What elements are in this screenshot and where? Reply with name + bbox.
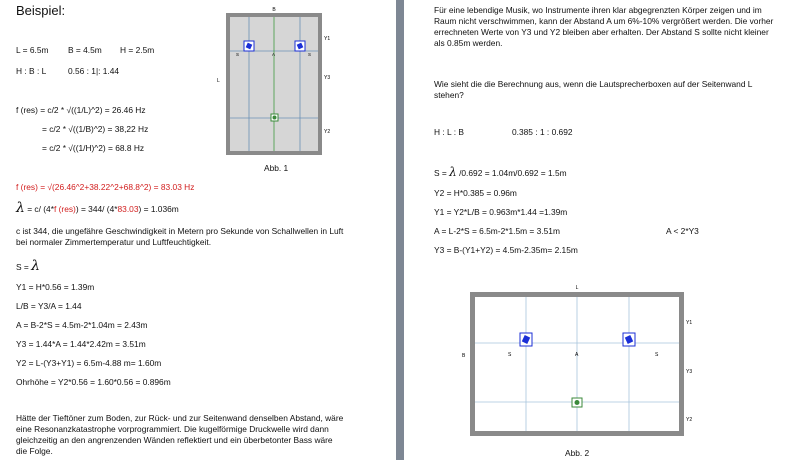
- label-b: B: [272, 7, 276, 13]
- c-note: c ist 344, die ungefähre Geschwindigkeit in Metern pro Sekunde von Schallwellen in Luft bei normaler Zimmertemperatur und Luftfeuchtigkeit.: [16, 226, 344, 247]
- calc-line: Y2 = L-(Y3+Y1) = 6.5m-4.88 m= 1.60m: [16, 358, 162, 368]
- s-lambda-symbol: λ: [449, 165, 457, 179]
- question-paragraph: Wie sieht die die Berechnung aus, wenn die Lautsprecherboxen auf der Seitenwand L stehen?: [434, 79, 753, 100]
- calc-line: Y2 = H*0.385 = 0.96m: [434, 188, 517, 198]
- label-b: B: [462, 353, 466, 359]
- label-l: L: [575, 285, 579, 291]
- lambda-part-b: f (res): [53, 204, 76, 214]
- s-equation-text: S =: [16, 262, 32, 272]
- label-y1: Y1: [686, 320, 693, 326]
- dim-l: L = 6.5m: [16, 45, 49, 55]
- room-diagram-2: [456, 282, 704, 442]
- label-y2: Y2: [324, 129, 331, 135]
- label-s-right: S: [655, 352, 659, 358]
- label-s-right: S: [308, 52, 312, 57]
- subwoofer-cone: [273, 116, 277, 120]
- fres-total: f (res) = √(26.46^2+38.22^2+68.8^2) = 83.03 Hz: [16, 182, 195, 192]
- lambda-part-d: 83.03: [117, 204, 139, 214]
- fres-line-2: = c/2 * √((1/B)^2) = 38,22 Hz: [42, 124, 149, 134]
- bottom-note: Hätte der Tieftöner zum Boden, zur Rück- und zur Seitenwand denselben Abstand, wäre eine Resonanzkatastrophe vorprogrammiert. Die kugelförmige Druckwelle wird dann gleichzeitig an den angrenzenden Wänden reflektiert und ein überbetonter Bass wäre die Folge.: [16, 413, 344, 456]
- ratio-value: 0.56 : 1|: 1.44: [68, 66, 120, 76]
- label-a: A: [575, 352, 579, 358]
- calc-line: L/B = Y3/A = 1.44: [16, 301, 82, 311]
- dim-b: B = 4.5m: [68, 45, 102, 55]
- s-equation-b: /0.692 = 1.04m/0.692 = 1.5m: [456, 168, 567, 178]
- calc-line: A = L-2*S = 6.5m-2*1.5m = 3.51m: [434, 226, 560, 236]
- label-s-left: S: [508, 352, 512, 358]
- lambda-symbol: λ: [16, 200, 25, 216]
- condition-note: A < 2*Y3: [666, 226, 699, 236]
- label-l: L: [217, 78, 220, 84]
- calc-line: Y1 = H*0.56 = 1.39m: [16, 282, 95, 292]
- document-page-left: [0, 0, 396, 460]
- lambda-part-c: ) = 344/ (4*: [75, 204, 118, 214]
- s-equation-a: S =: [434, 168, 450, 178]
- label-s-left: S: [236, 52, 240, 57]
- heading: Beispiel:: [16, 3, 66, 18]
- s-lambda-symbol: λ: [31, 258, 41, 274]
- intro-paragraph: Für eine lebendige Musik, wo Instrumente ihren klar abgegrenzten Körper zeigen und im Raum nicht verschwimmen, kann der Abstand A um 6%-10% vergrößert werden. Die vorher errechneten Werte von Y3 und Y2 bleiben aber erhalten. Der Abstand S sollte nicht kleiner als 0.85m werden.: [434, 5, 774, 48]
- calc-line: Y3 = 1.44*A = 1.44*2.42m = 3.51m: [16, 339, 146, 349]
- figure-2-caption: Abb. 2: [565, 448, 590, 458]
- document-page-right: [404, 0, 800, 460]
- calc-line: A = B-2*S = 4.5m-2*1.04m = 2.43m: [16, 320, 148, 330]
- subwoofer-cone: [575, 400, 580, 405]
- label-y3: Y3: [686, 369, 693, 375]
- room-diagram-1: [212, 4, 350, 160]
- ratio-label: H : L : B: [434, 127, 464, 137]
- label-a: A: [272, 52, 276, 57]
- label-y2: Y2: [686, 417, 693, 423]
- lambda-part-e: ) = 1.036m: [138, 204, 179, 214]
- calc-line: Ohrhöhe = Y2*0.56 = 1.60*0.56 = 0.896m: [16, 377, 171, 387]
- s-equation: [434, 167, 567, 179]
- label-y3: Y3: [324, 75, 331, 81]
- fres-line-1: f (res) = c/2 * √((1/L)^2) = 26.46 Hz: [16, 105, 146, 115]
- fres-line-3: = c/2 * √((1/H)^2) = 68.8 Hz: [42, 143, 145, 153]
- ratio-label: H : B : L: [16, 66, 47, 76]
- figure-1-caption: Abb. 1: [264, 163, 289, 173]
- lambda-equation: [16, 200, 179, 216]
- calc-line: Y1 = Y2*L/B = 0.963m*1.44 =1.39m: [434, 207, 568, 217]
- s-equation: [16, 258, 41, 274]
- label-y1: Y1: [324, 36, 331, 42]
- calc-line: Y3 = B-(Y1+Y2) = 4.5m-2.35m= 2.15m: [434, 245, 578, 255]
- dim-h: H = 2.5m: [120, 45, 155, 55]
- lambda-part-a: = c/ (4*: [24, 204, 54, 214]
- ratio-value: 0.385 : 1 : 0.692: [512, 127, 573, 137]
